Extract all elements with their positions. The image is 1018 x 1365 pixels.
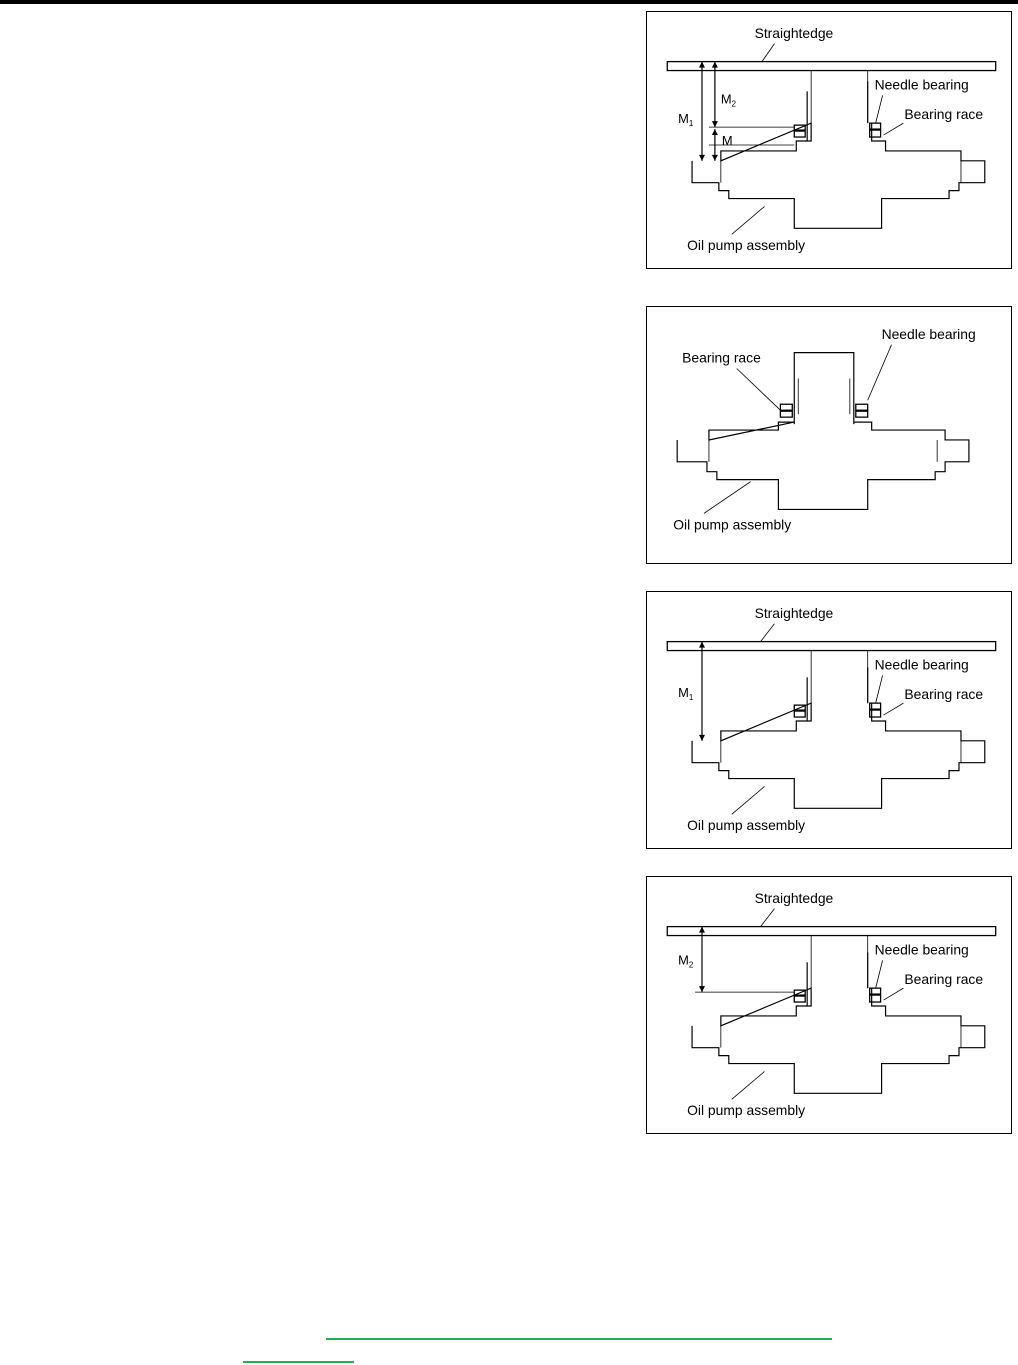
top-rule [0, 0, 1018, 4]
bearing-race-right [856, 411, 868, 417]
straightedge [667, 927, 995, 936]
figure-pump-assembly [646, 306, 1012, 564]
bearing-race-label: Bearing race [682, 349, 761, 366]
oil-pump-body [692, 703, 985, 808]
oil-pump-body [677, 422, 969, 509]
bearing-race-left [780, 404, 792, 410]
link-underline-1[interactable] [326, 1338, 832, 1340]
bearing-race-label: Bearing race [904, 106, 984, 123]
needle-bearing-left [780, 411, 792, 417]
bearing-race-label: Bearing race [904, 686, 984, 703]
bearing-race-left [794, 131, 805, 137]
bearing-race-left [794, 711, 805, 717]
oil-pump-label: Oil pump assembly [687, 817, 806, 834]
link-underline-2[interactable] [243, 1361, 354, 1363]
figure-4-diagram [647, 877, 1011, 1133]
figure-measure-m2 [646, 876, 1012, 1134]
dim-m2-label: $M_2$ [678, 952, 694, 970]
needle-bearing-label: Needle bearing [881, 325, 976, 342]
dim-m1-label: $M_1$ [678, 685, 694, 703]
oil-pump-body [692, 123, 985, 228]
needle-bearing-label: Needle bearing [874, 76, 969, 93]
needle-bearing-label: Needle bearing [874, 656, 969, 673]
straightedge-label: Straightedge [754, 604, 834, 621]
needle-bearing-right [856, 404, 868, 410]
dim-m-label: M [721, 132, 733, 148]
oil-pump-body [692, 988, 985, 1093]
figure-2-diagram [647, 307, 1011, 563]
straightedge [667, 642, 995, 651]
figure-1-diagram [647, 12, 1011, 268]
straightedge-label: Straightedge [754, 889, 834, 906]
needle-bearing-label: Needle bearing [874, 941, 969, 958]
dim-m2-label: $M_2$ [720, 91, 736, 109]
figure-3-diagram [647, 592, 1011, 848]
straightedge-label: Straightedge [754, 24, 834, 41]
figure-measure-m [646, 11, 1012, 269]
figure-measure-m1 [646, 591, 1012, 849]
dim-m1-label: $M_1$ [678, 111, 694, 129]
bearing-race-label: Bearing race [904, 971, 984, 988]
oil-pump-label: Oil pump assembly [687, 237, 806, 254]
oil-pump-label: Oil pump assembly [673, 516, 792, 533]
oil-pump-label: Oil pump assembly [687, 1102, 806, 1119]
bearing-race-left [794, 996, 805, 1002]
